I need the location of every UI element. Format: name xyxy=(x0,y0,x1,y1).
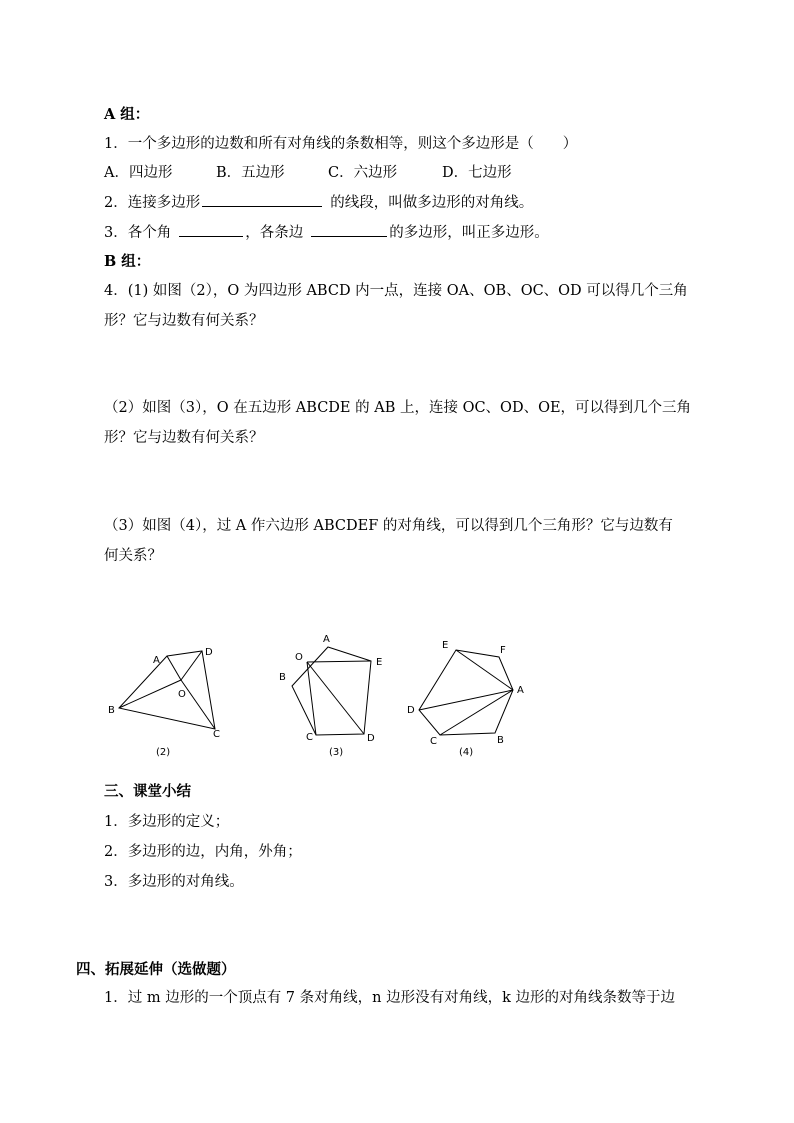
question-2-after: 的线段，叫做多边形的对角线。 xyxy=(330,195,534,211)
fig3-label-b: B xyxy=(279,672,286,683)
question-2-before: 2．连接多边形 xyxy=(104,195,201,211)
fig4-label-c: C xyxy=(430,736,437,747)
extension-heading: 四、拓展延伸（选做题） xyxy=(76,961,236,978)
question-4-1-line1: 4．(1) 如图（2），O 为四边形 ABCD 内一点，连接 OA、OB、OC、OD 可以得几个三角 xyxy=(104,283,688,299)
question-1: 1．一个多边形的边数和所有对角线的条数相等，则这个多边形是（ ） xyxy=(104,136,578,152)
fig4-diagonal-ad xyxy=(419,690,513,710)
fig4-label-d: D xyxy=(407,705,415,716)
fig3-label-d: D xyxy=(367,733,375,744)
fig4-diagonal-ac xyxy=(440,690,513,735)
fig2-label-c: C xyxy=(213,729,220,740)
fig3-caption: (3) xyxy=(329,747,344,758)
summary-item-1: 1．多边形的定义； xyxy=(104,814,230,830)
fig4-label-f: F xyxy=(500,645,506,656)
option-a: A．四边形 xyxy=(104,165,173,181)
summary-item-3: 3．多边形的对角线。 xyxy=(104,874,244,890)
option-c: C．六边形 xyxy=(328,165,398,181)
fig3-label-a: A xyxy=(323,634,330,645)
fig4-label-b: B xyxy=(497,735,504,746)
question-4-3-line2: 何关系？ xyxy=(104,548,162,564)
question-4-1-line2: 形？它与边数有何关系？ xyxy=(104,313,264,329)
question-3-before: 3．各个角 xyxy=(104,225,172,241)
fig3-label-o: O xyxy=(295,652,303,663)
fig3-label-c: C xyxy=(306,732,313,743)
fig2-label-b: B xyxy=(108,705,115,716)
option-b: B．五边形 xyxy=(216,165,285,181)
fig2-caption: (2) xyxy=(156,747,171,758)
group-b-heading: B 组： xyxy=(104,253,151,270)
summary-heading: 三、课堂小结 xyxy=(104,783,191,800)
question-4-2-line1: （2）如图（3），O 在五边形 ABCDE 的 AB 上，连接 OC、OD、OE，可以得到几个三角 xyxy=(104,400,692,416)
extension-question-1: 1．过 m 边形的一个顶点有 7 条对角线，n 边形没有对角线，k 边形的对角线条数等于边 xyxy=(104,990,675,1006)
question-4-3-line1: （3）如图（4），过 A 作六边形 ABCDEF 的对角线，可以得到几个三角形？它与边数有 xyxy=(104,518,673,534)
fig2-label-o: O xyxy=(178,689,186,700)
fig3-label-e: E xyxy=(376,657,383,668)
fig2-label-d: D xyxy=(205,647,213,658)
question-3-after: 的多边形，叫正多边形。 xyxy=(389,225,549,241)
fig2-label-a: A xyxy=(153,655,160,666)
summary-item-2: 2．多边形的边，内角，外角； xyxy=(104,844,302,860)
question-3-middle: ，各条边 xyxy=(245,225,304,241)
fig4-label-e: E xyxy=(442,640,449,651)
fig4-caption: (4) xyxy=(459,747,474,758)
question-4-2-line2: 形？它与边数有何关系？ xyxy=(104,430,264,446)
fig4-label-a: A xyxy=(517,685,524,696)
group-a-heading: A 组： xyxy=(104,106,150,123)
option-d: D．七边形 xyxy=(442,165,512,181)
